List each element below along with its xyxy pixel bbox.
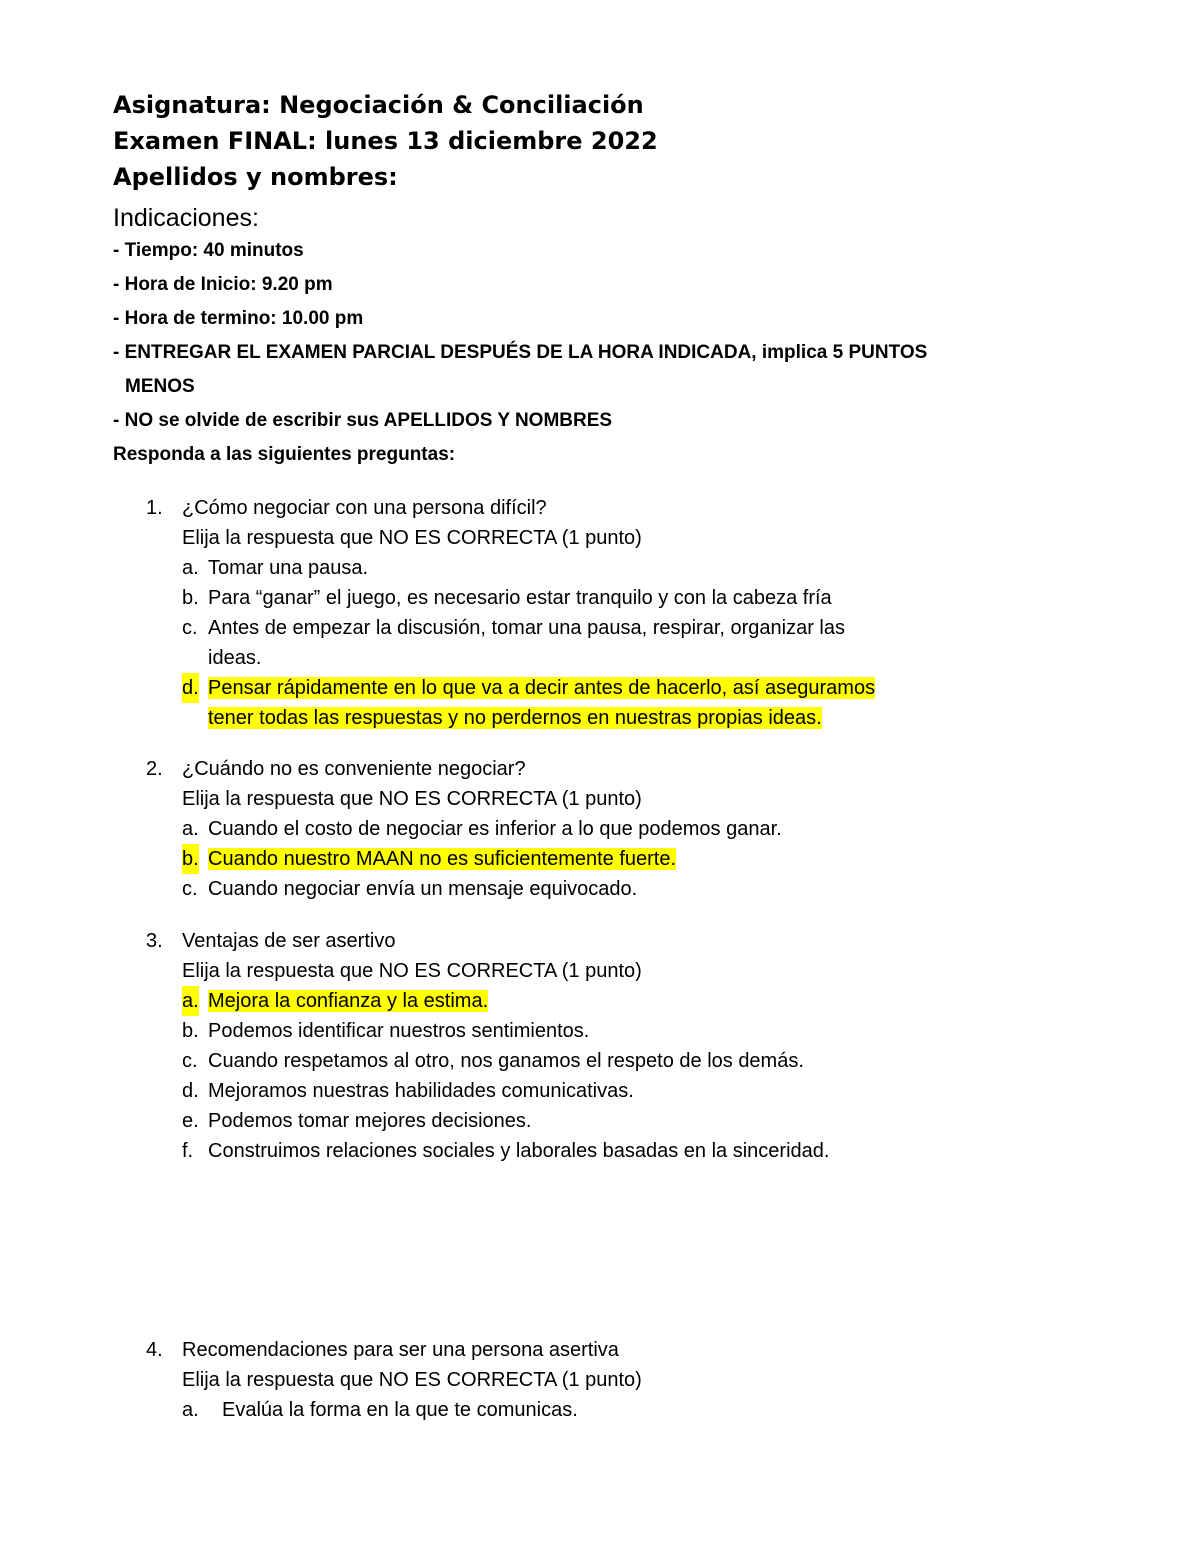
option-b-highlighted: b. Cuando nuestro MAAN no es suficientemente fuerte. bbox=[146, 844, 1156, 874]
question-text: ¿Cómo negociar con una persona difícil? bbox=[182, 497, 547, 519]
question-number: 4. bbox=[146, 1339, 163, 1361]
question-3 bbox=[146, 926, 1156, 1166]
option-a: a. Evalúa la forma en la que te comunicas. bbox=[182, 1399, 578, 1421]
option-a-highlighted: a. Mejora la confianza y la estima. bbox=[146, 986, 1156, 1016]
question-instruction: Elija la respuesta que NO ES CORRECTA (1 punto) bbox=[182, 527, 642, 549]
option-c: c. Cuando negociar envía un mensaje equivocado. bbox=[182, 878, 638, 900]
instruction-item: - Tiempo: 40 minutos bbox=[113, 240, 304, 261]
question-instruction: Elija la respuesta que NO ES CORRECTA (1 punto) bbox=[182, 960, 642, 982]
instruction-item-continuation: MENOS bbox=[125, 376, 195, 397]
option-d: d. Mejoramos nuestras habilidades comunicativas. bbox=[182, 1080, 634, 1102]
option-b: b. Para “ganar” el juego, es necesario estar tranquilo y con la cabeza fría bbox=[182, 587, 832, 609]
question-4 bbox=[146, 1335, 1156, 1425]
option-f: f. Construimos relaciones sociales y laborales basadas en la sinceridad. bbox=[182, 1140, 830, 1162]
question-instruction: Elija la respuesta que NO ES CORRECTA (1 punto) bbox=[182, 1369, 642, 1391]
instruction-item: - NO se olvide de escribir sus APELLIDOS Y NOMBRES bbox=[113, 410, 613, 431]
instructions-block bbox=[113, 198, 927, 472]
instruction-item: - Hora de termino: 10.00 pm bbox=[113, 308, 364, 329]
question-text: Recomendaciones para ser una persona asertiva bbox=[182, 1339, 619, 1361]
subject-heading: Asignatura: Negociación & Conciliación bbox=[113, 91, 644, 119]
answer-prompt: Responda a las siguientes preguntas: bbox=[113, 444, 456, 465]
option-c: c. Cuando respetamos al otro, nos ganamos el respeto de los demás. bbox=[182, 1050, 804, 1072]
question-text: ¿Cuándo no es conveniente negociar? bbox=[182, 758, 526, 780]
option-b: b. Podemos identificar nuestros sentimientos. bbox=[182, 1020, 590, 1042]
instruction-item: - ENTREGAR EL EXAMEN PARCIAL DESPUÉS DE LA HORA INDICADA, implica 5 PUNTOS bbox=[113, 342, 928, 363]
question-instruction: Elija la respuesta que NO ES CORRECTA (1 punto) bbox=[182, 788, 642, 810]
option-a: a. Cuando el costo de negociar es inferior a lo que podemos ganar. bbox=[182, 818, 782, 840]
exam-date-heading: Examen FINAL: lunes 13 diciembre 2022 bbox=[113, 127, 658, 155]
instructions-title: Indicaciones: bbox=[113, 204, 259, 232]
option-a: a. Tomar una pausa. bbox=[182, 557, 369, 579]
question-2 bbox=[146, 754, 1156, 904]
option-c: c. Antes de empezar la discusión, tomar una pausa, respirar, organizar las ideas. bbox=[182, 617, 846, 669]
option-d-highlighted: d. Pensar rápidamente en lo que va a decir antes de hacerlo, así aseguramos tener todas las respuestas y no perdernos en nuestras propias ideas. bbox=[146, 673, 1156, 733]
question-text: Ventajas de ser asertivo bbox=[182, 930, 396, 952]
instruction-item: - Hora de Inicio: 9.20 pm bbox=[113, 274, 333, 295]
exam-header bbox=[113, 87, 658, 195]
question-number: 1. bbox=[146, 497, 163, 519]
question-number: 2. bbox=[146, 758, 163, 780]
question-number: 3. bbox=[146, 930, 163, 952]
question-1 bbox=[146, 493, 1156, 733]
option-e: e. Podemos tomar mejores decisiones. bbox=[182, 1110, 532, 1132]
names-heading: Apellidos y nombres: bbox=[113, 163, 398, 191]
